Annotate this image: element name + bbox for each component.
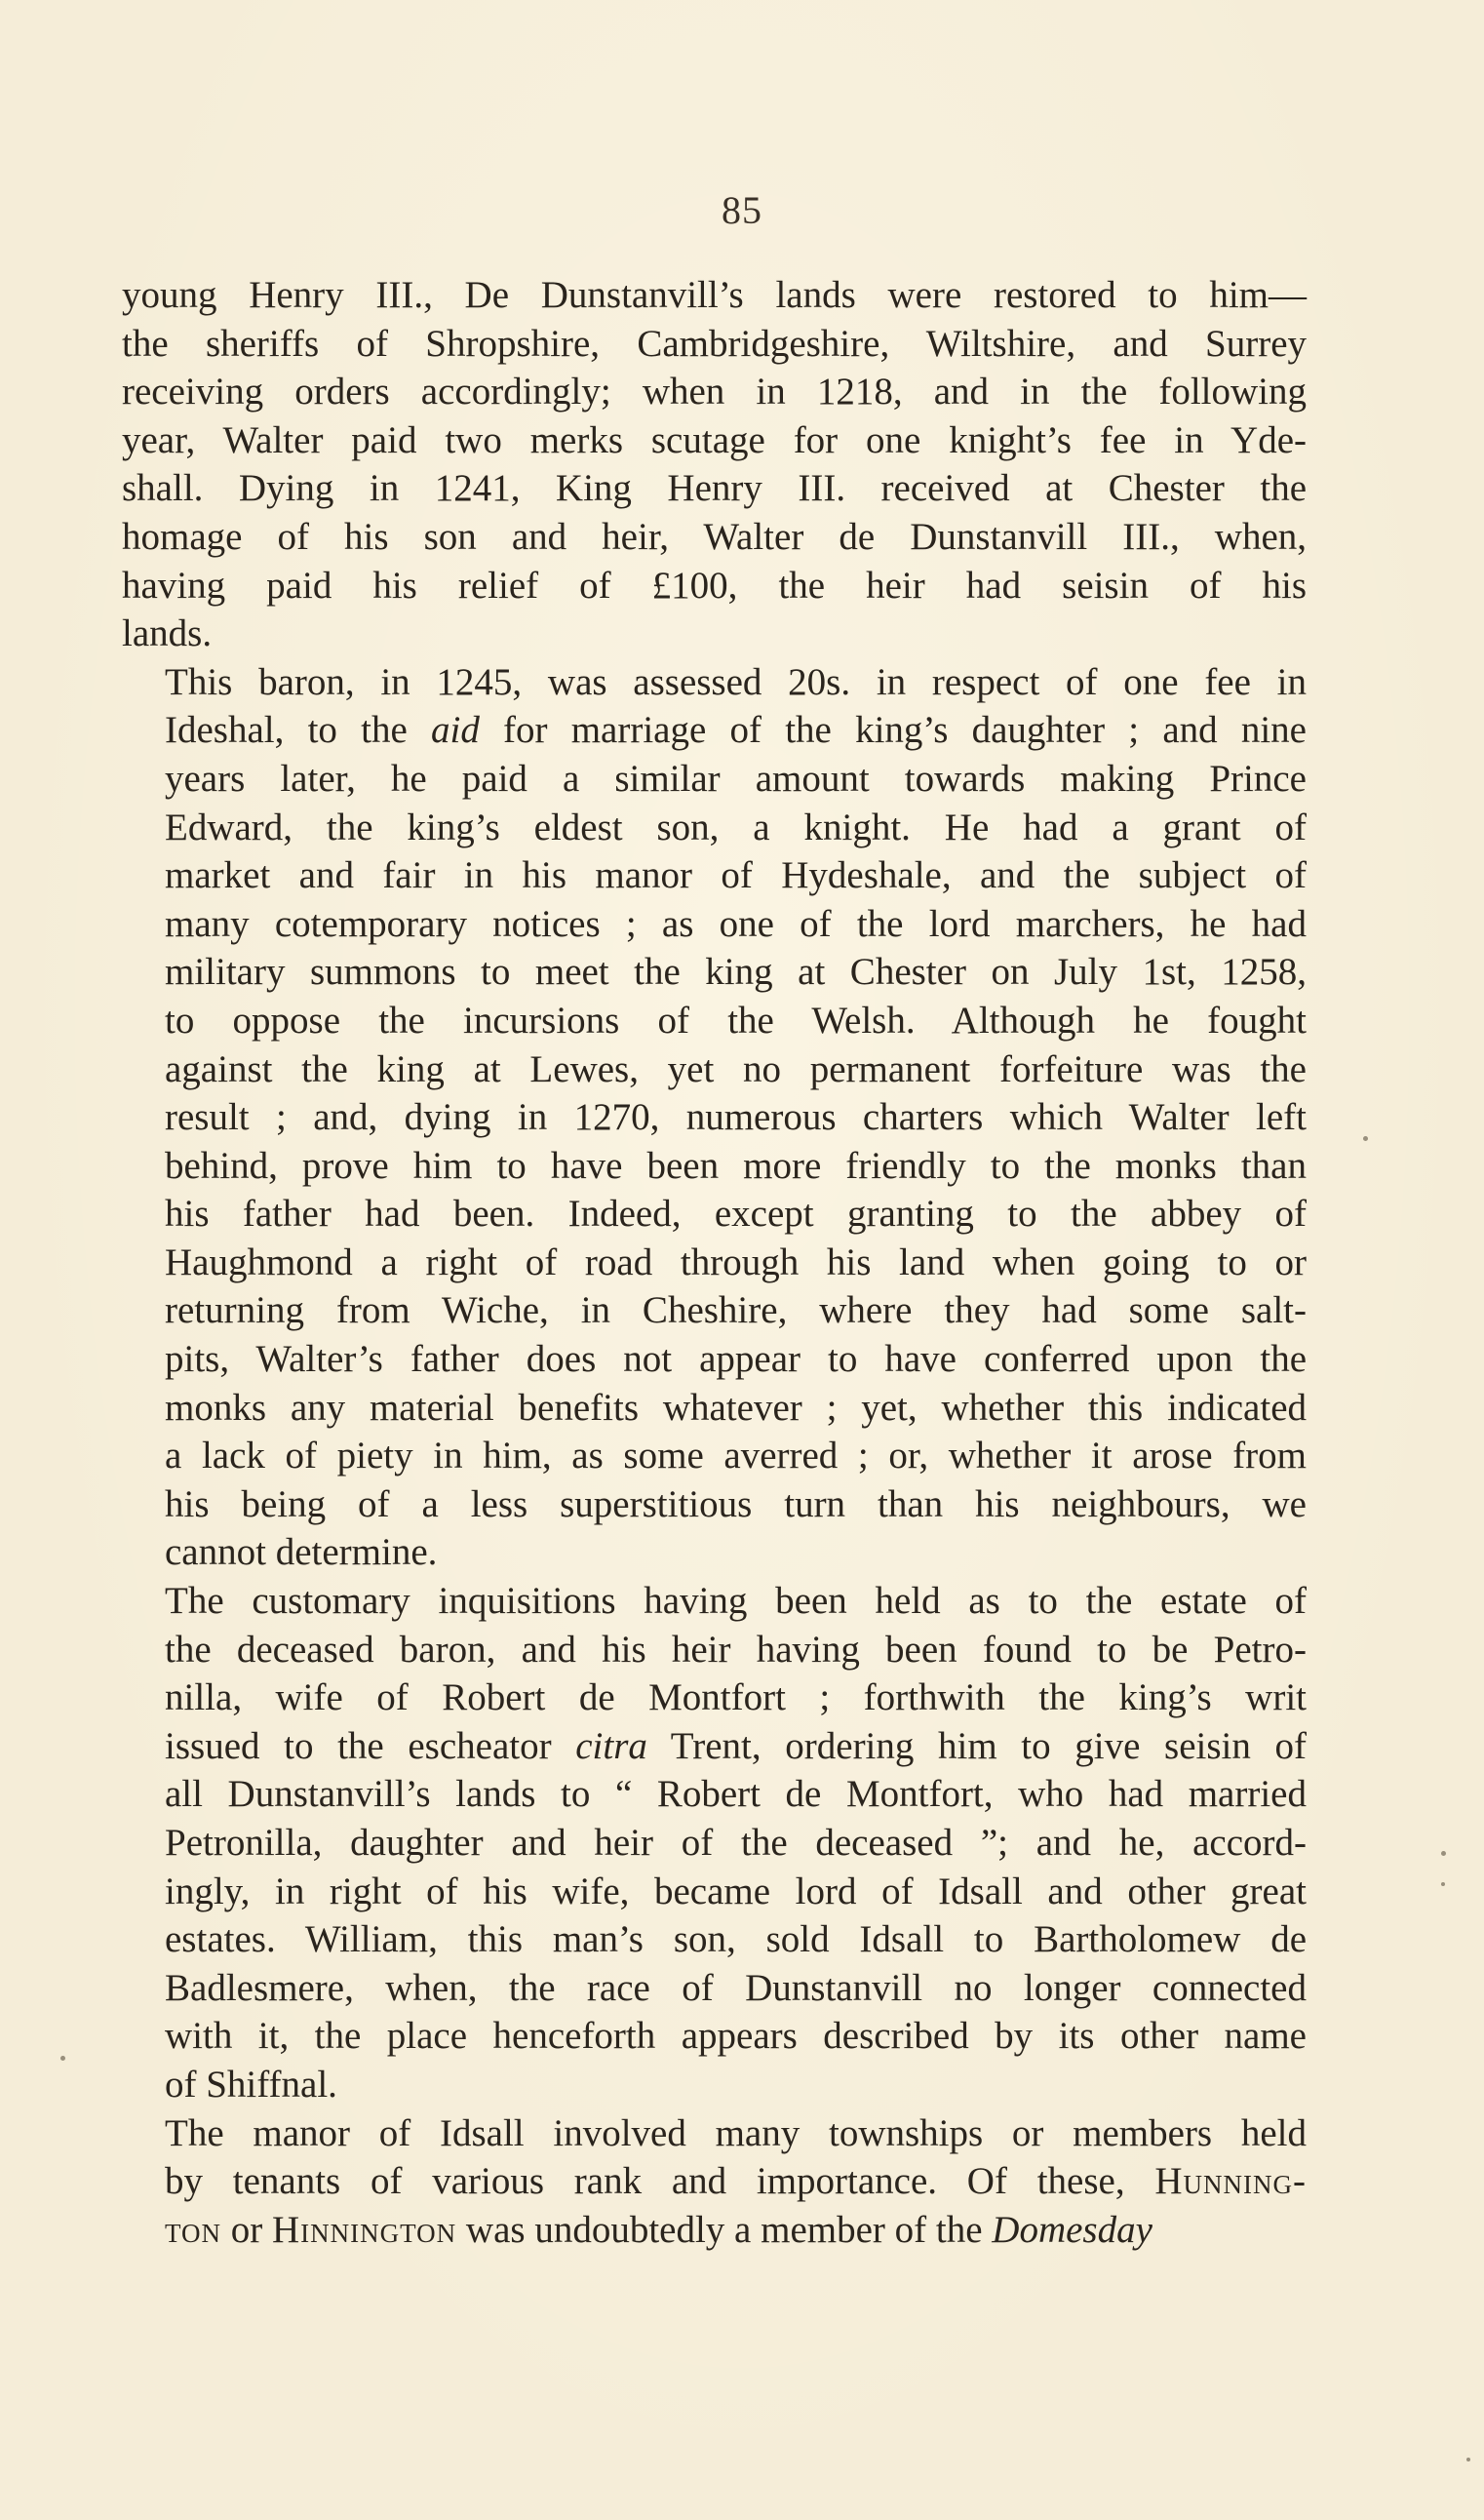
text-line: market and fair in his manor of Hydeshale, and the subject of xyxy=(165,854,1307,897)
text-line: ingly, in right of his wife, became lord of Idsall and other great xyxy=(165,1870,1307,1912)
text-line: nilla, wife of Robert de Montfort ; forthwith the king’s writ xyxy=(165,1676,1307,1719)
ink-speck xyxy=(1441,1882,1445,1886)
paragraph xyxy=(122,658,1307,1577)
text-line: having paid his relief of £100, the heir had seisin of his xyxy=(122,564,1307,607)
ink-speck xyxy=(1466,2458,1470,2461)
ink-speck xyxy=(1363,1136,1368,1141)
body-text xyxy=(122,271,1307,2254)
text-line: the deceased baron, and his heir having been found to be Petro- xyxy=(165,1628,1307,1671)
text-line: his being of a less superstitious turn than his neighbours, we xyxy=(165,1482,1307,1525)
text-line: Edward, the king’s eldest son, a knight. He had a grant of xyxy=(165,806,1307,848)
text-line: the sheriffs of Shropshire, Cambridgeshire, Wiltshire, and Surrey xyxy=(122,322,1307,365)
text-line: receiving orders accordingly; when in 1218, and in the following xyxy=(122,371,1307,413)
text-line: by tenants of various rank and importance. Of these, Hunning- xyxy=(165,2160,1307,2203)
text-line: his father had been. Indeed, except granting to the abbey of xyxy=(165,1193,1307,1236)
text-line: all Dunstanvill’s lands to “ Robert de Montfort, who had married xyxy=(165,1773,1307,1816)
paragraph xyxy=(122,1577,1307,2109)
ink-speck xyxy=(60,2056,65,2061)
text-line: against the king at Lewes, yet no permanent forfeiture was the xyxy=(165,1047,1307,1090)
text-line: with it, the place henceforth appears described by its other name xyxy=(165,2015,1307,2058)
text-line: estates. William, this man’s son, sold Idsall to Bartholomew de xyxy=(165,1918,1307,1961)
small-caps-text: Hunning- xyxy=(1154,2160,1307,2203)
text-line: Haughmond a right of road through his land when going to or xyxy=(165,1240,1307,1283)
text-line: Ideshal, to the aid for marriage of the king’s daughter ; and nine xyxy=(165,709,1307,752)
small-caps-text: ton xyxy=(165,2208,222,2251)
text-line: The manor of Idsall involved many townships or members held xyxy=(165,2111,1307,2154)
text-line: This baron, in 1245, was assessed 20s. in respect of one fee in xyxy=(165,660,1307,703)
ink-speck xyxy=(1441,1851,1446,1856)
text-line: returning from Wiche, in Cheshire, where they had some salt- xyxy=(165,1289,1307,1332)
text-line: The customary inquisitions having been held as to the estate of xyxy=(165,1580,1307,1623)
text-line: young Henry III., De Dunstanvill’s lands were restored to him— xyxy=(122,274,1307,316)
text-line: homage of his son and heir, Walter de Dunstanvill III., when, xyxy=(122,515,1307,558)
text-line: of Shiffnal. xyxy=(165,2063,337,2106)
italic-text: citra xyxy=(575,1724,647,1767)
paragraph xyxy=(122,271,1307,658)
text-line: behind, prove him to have been more friendly to the monks than xyxy=(165,1144,1307,1187)
text-line: Badlesmere, when, the race of Dunstanvill no longer connected xyxy=(165,1966,1307,2009)
text-line: Petronilla, daughter and heir of the deceased ”; and he, accord- xyxy=(165,1822,1307,1864)
text-line: pits, Walter’s father does not appear to have conferred upon the xyxy=(165,1338,1307,1381)
text-line: cannot determine. xyxy=(165,1531,438,1574)
text-line: years later, he paid a similar amount towards making Prince xyxy=(165,757,1307,800)
small-caps-text: Hinnington xyxy=(272,2208,457,2251)
text-line: issued to the escheator citra Trent, ordering him to give seisin of xyxy=(165,1724,1307,1767)
page-number: 85 xyxy=(722,188,762,232)
text-line: lands. xyxy=(122,612,213,655)
text-line: shall. Dying in 1241, King Henry III. received at Chester the xyxy=(122,467,1307,510)
text-line: year, Walter paid two merks scutage for one knight’s fee in Yde- xyxy=(122,418,1307,461)
text-line: many cotemporary notices ; as one of the lord marchers, he had xyxy=(165,902,1307,945)
text-line: ton or Hinnington was undoubtedly a member of the Domesday xyxy=(165,2208,1152,2251)
text-line: military summons to meet the king at Chester on July 1st, 1258, xyxy=(165,951,1307,994)
paragraph xyxy=(122,2109,1307,2255)
text-line: to oppose the incursions of the Welsh. Although he fought xyxy=(165,999,1307,1042)
text-line: monks any material benefits whatever ; yet, whether this indicated xyxy=(165,1386,1307,1429)
italic-text: aid xyxy=(430,709,480,752)
italic-text: Domesday xyxy=(992,2208,1152,2251)
text-line: a lack of piety in him, as some averred ; or, whether it arose from xyxy=(165,1435,1307,1477)
text-line: result ; and, dying in 1270, numerous charters which Walter left xyxy=(165,1096,1307,1139)
